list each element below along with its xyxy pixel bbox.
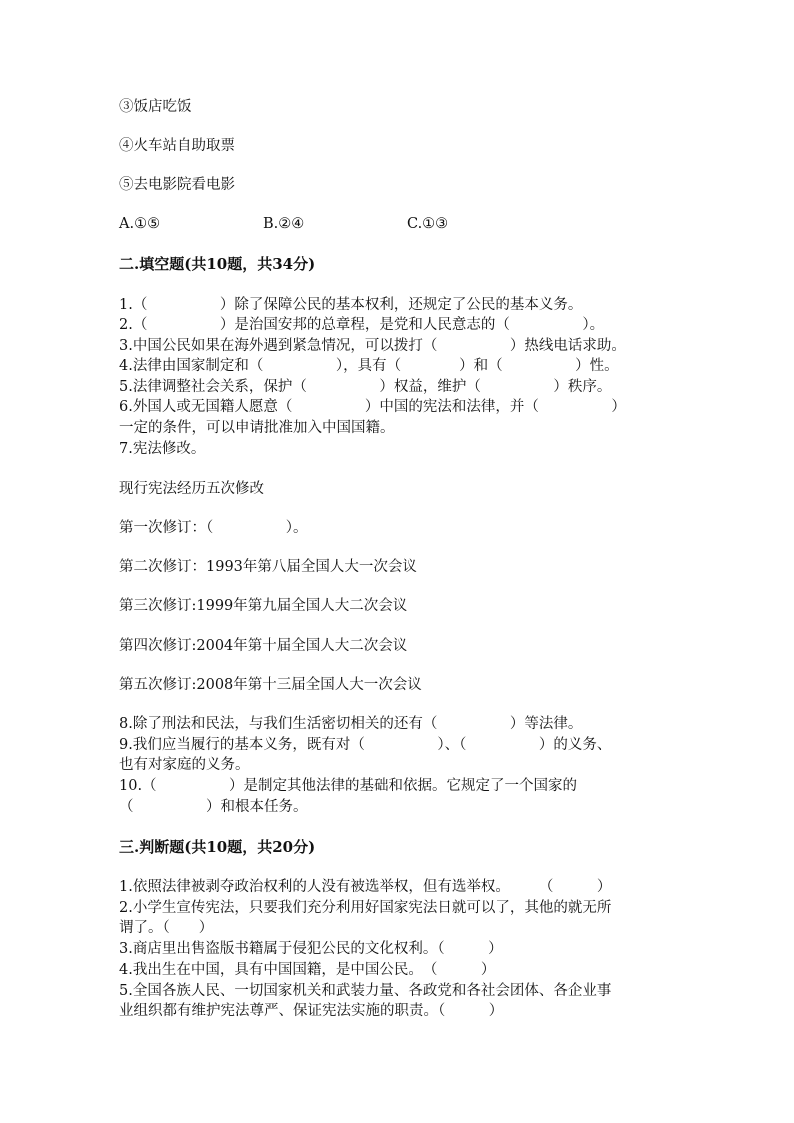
judgement-line: 5.全国各族人民、一切国家机关和武装力量、各政党和各社会团体、各企业事 bbox=[119, 983, 612, 999]
judgement-line: 2.小学生宣传宪法，只要我们充分利用好国家宪法日就可以了，其他的就无所 bbox=[119, 900, 612, 916]
question-line: 10.（ ）是制定其他法律的基础和依据。它规定了一个国家的 bbox=[119, 778, 578, 794]
judgement-line: 谓了。（ ） bbox=[119, 920, 214, 936]
question-line: （ ）和根本任务。 bbox=[119, 799, 308, 815]
section-heading-true-false: 三.判断题(共10题，共20分) bbox=[119, 838, 316, 856]
amendment-title: 现行宪法经历五次修改 bbox=[119, 481, 264, 497]
judgement-line: 1.依照法律被剥夺政治权利的人没有被选举权，但有选举权。 （ ） bbox=[119, 879, 612, 895]
choice-item-5: ⑤去电影院看电影 bbox=[119, 177, 235, 193]
option-b: B.②④ bbox=[263, 216, 305, 232]
choice-item-3: ③饭店吃饭 bbox=[119, 99, 192, 115]
question-line: 9.我们应当履行的基本义务，既有对（ ）、（ ）的义务、 bbox=[119, 737, 612, 753]
amendment-line: 第一次修订：（ ）。 bbox=[119, 520, 308, 536]
judgement-line: 4.我出生在中国，具有中国国籍，是中国公民。 （ ） bbox=[119, 962, 496, 978]
question-line: 8.除了刑法和民法，与我们生活密切相关的还有（ ）等法律。 bbox=[119, 716, 583, 732]
question-line: 4.法律由国家制定和（ ），具有（ ）和（ ）性。 bbox=[119, 358, 619, 374]
question-line: 5.法律调整社会关系，保护（ ）权益，维护（ ）秩序。 bbox=[119, 379, 612, 395]
section-heading-fill-blank: 二.填空题(共10题，共34分) bbox=[119, 255, 316, 273]
choice-item-4: ④火车站自助取票 bbox=[119, 138, 235, 154]
answer-options bbox=[119, 214, 551, 234]
question-line: 3.中国公民如果在海外遇到紧急情况，可以拨打（ ）热线电话求助。 bbox=[119, 338, 626, 354]
question-line: 1.（ ）除了保障公民的基本权利，还规定了公民的基本义务。 bbox=[119, 297, 583, 313]
amendment-line: 第三次修订:1999年第九届全国人大二次会议 bbox=[119, 598, 408, 614]
option-c: C.①③ bbox=[407, 216, 449, 232]
option-a: A.①⑤ bbox=[119, 216, 161, 232]
question-line: 也有对家庭的义务。 bbox=[119, 757, 250, 773]
question-line: 7.宪法修改。 bbox=[119, 441, 206, 457]
question-line: 6.外国人或无国籍人愿意（ ）中国的宪法和法律，并（ ） bbox=[119, 399, 626, 415]
judgement-line: 3.商店里出售盗版书籍属于侵犯公民的文化权利。（ ） bbox=[119, 941, 503, 957]
question-line: 一定的条件，可以申请批准加入中国国籍。 bbox=[119, 420, 395, 436]
amendment-line: 第四次修订:2004年第十届全国人大二次会议 bbox=[119, 638, 408, 654]
question-line: 2.（ ）是治国安邦的总章程，是党和人民意志的（ ）。 bbox=[119, 317, 605, 333]
judgement-line: 业组织都有维护宪法尊严、保证宪法实施的职责。（ ） bbox=[119, 1003, 504, 1019]
amendment-line: 第五次修订:2008年第十三届全国人大一次会议 bbox=[119, 677, 422, 693]
amendment-line: 第二次修订：1993年第八届全国人大一次会议 bbox=[119, 559, 417, 575]
